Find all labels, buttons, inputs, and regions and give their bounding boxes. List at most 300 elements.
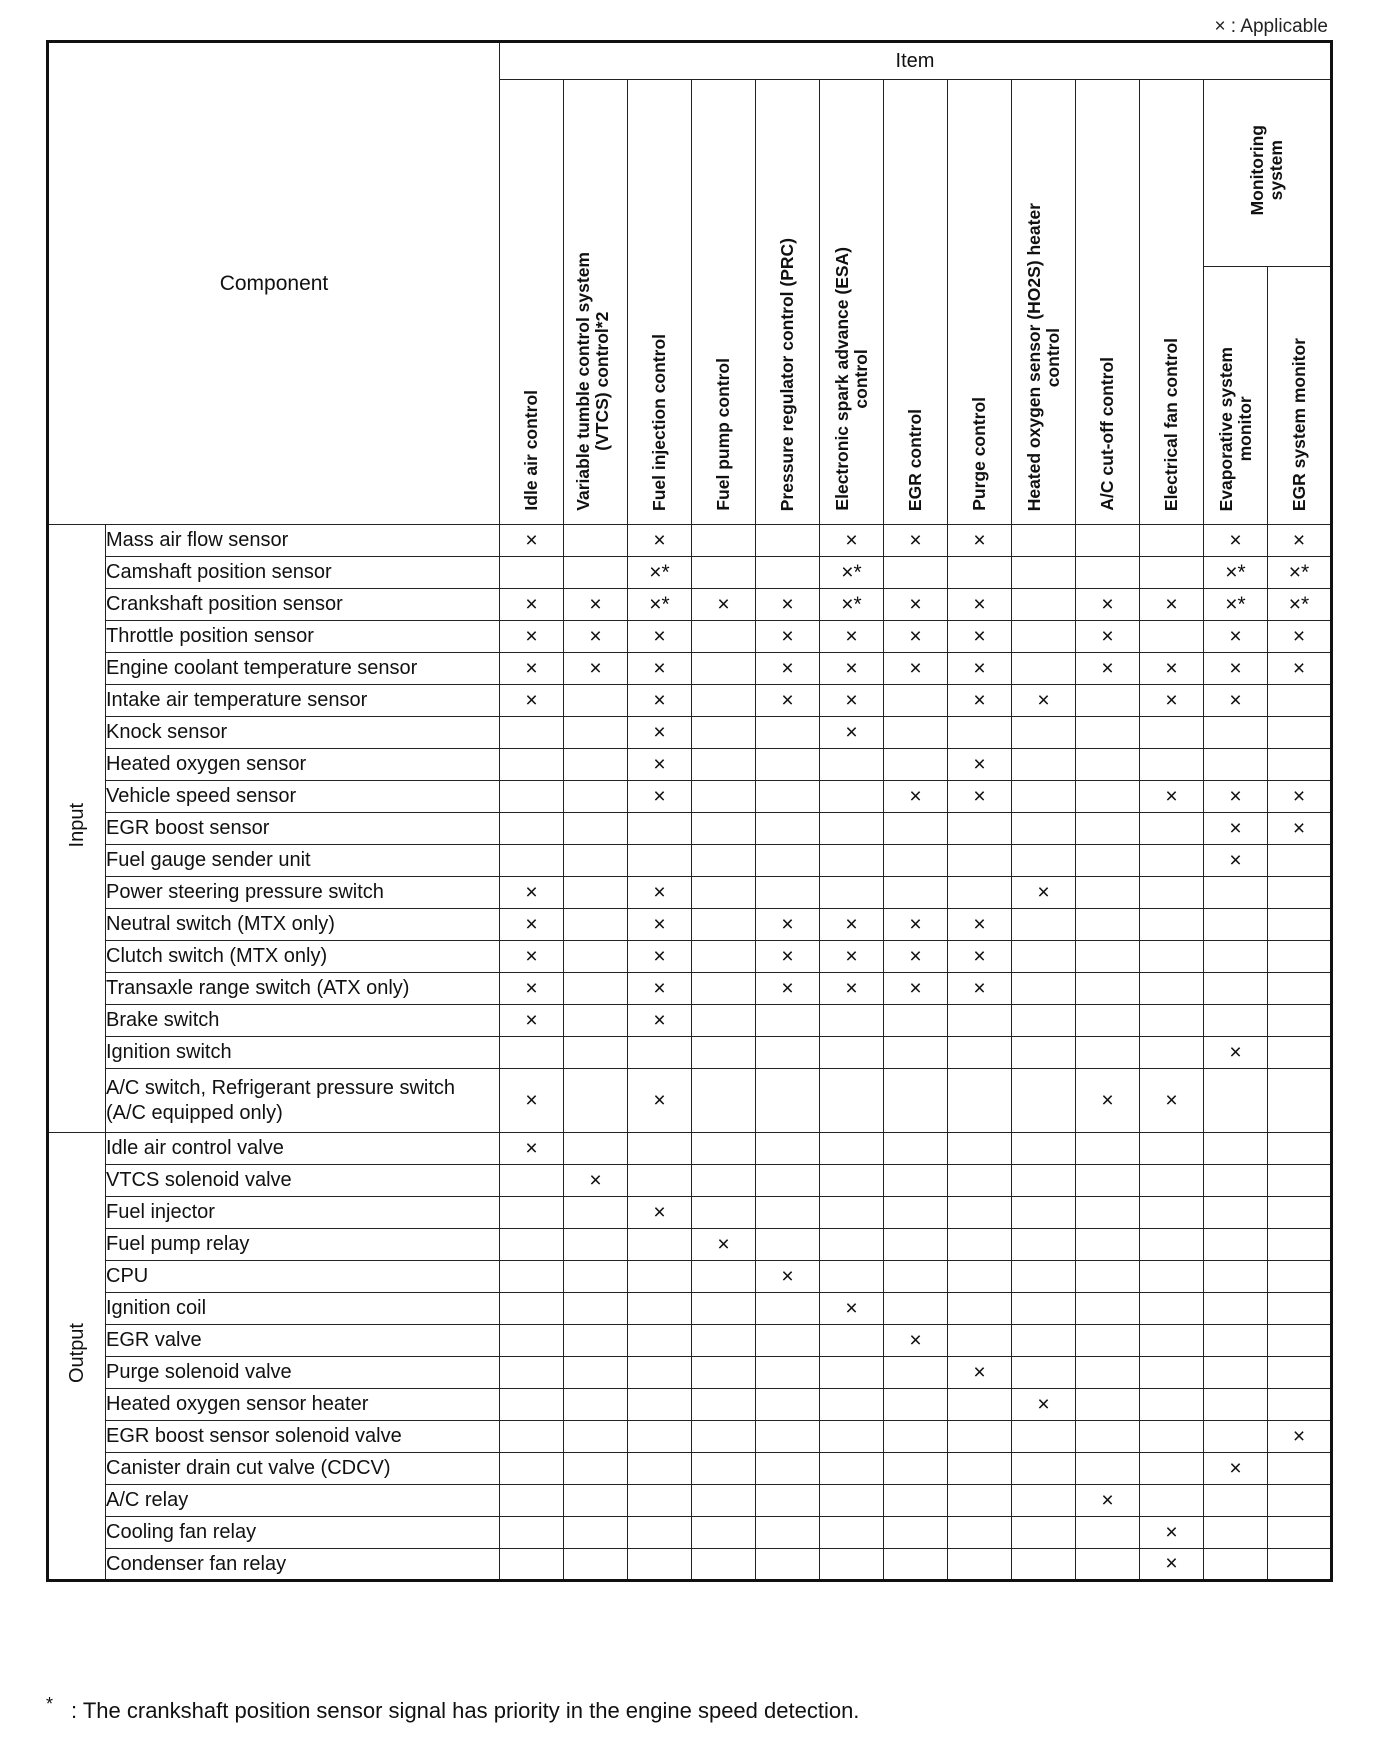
applicable-mark: [628, 1421, 692, 1453]
applicable-mark: [820, 1165, 884, 1197]
applicable-mark: [1076, 781, 1140, 813]
applicable-mark: [820, 781, 884, 813]
applicable-mark: [1204, 1133, 1268, 1165]
applicable-mark: [564, 1005, 628, 1037]
applicable-mark: [692, 621, 756, 653]
applicable-mark: [884, 1421, 948, 1453]
applicable-mark: [500, 1293, 564, 1325]
applicable-mark: [756, 1197, 820, 1229]
applicable-mark: [820, 813, 884, 845]
applicable-mark: [884, 1293, 948, 1325]
applicable-mark: [692, 973, 756, 1005]
applicable-mark: [1012, 1197, 1076, 1229]
matrix-table: [46, 40, 1333, 1582]
applicable-mark: ×: [1076, 1485, 1140, 1517]
applicable-mark: [692, 909, 756, 941]
component-label: Camshaft position sensor: [106, 557, 500, 589]
applicable-mark: [1204, 1549, 1268, 1581]
applicable-mark: [500, 781, 564, 813]
applicable-mark: ×: [1204, 1453, 1268, 1485]
component-label: Fuel pump relay: [106, 1229, 500, 1261]
applicable-mark: [628, 1517, 692, 1549]
table-row: [48, 941, 1332, 973]
applicable-mark: ×: [628, 525, 692, 557]
applicable-mark: [628, 1261, 692, 1293]
applicable-mark: [1076, 717, 1140, 749]
applicable-mark: ×: [948, 525, 1012, 557]
applicable-mark: [1012, 1485, 1076, 1517]
applicable-mark: ×: [948, 749, 1012, 781]
applicable-mark: [756, 781, 820, 813]
applicable-mark: [1140, 1293, 1204, 1325]
table-row: [48, 1133, 1332, 1165]
applicable-mark: [1012, 909, 1076, 941]
applicable-mark: [500, 1357, 564, 1389]
applicable-mark: [756, 1069, 820, 1133]
applicable-mark: ×: [756, 653, 820, 685]
col-header-4: Pressure regulator control (PRC): [756, 80, 820, 525]
applicable-mark: [756, 1549, 820, 1581]
applicable-mark: [1204, 717, 1268, 749]
component-header: Component: [48, 42, 500, 525]
applicable-mark: ×: [948, 973, 1012, 1005]
applicable-mark: ×: [884, 525, 948, 557]
applicable-mark: [1268, 1293, 1332, 1325]
applicable-mark: [1012, 1229, 1076, 1261]
applicable-mark: [1012, 525, 1076, 557]
applicable-mark: [1140, 749, 1204, 781]
table-row: [48, 1229, 1332, 1261]
applicable-mark: [948, 877, 1012, 909]
applicable-mark: ×: [1204, 621, 1268, 653]
applicable-mark: [1140, 1389, 1204, 1421]
applicable-mark: [1140, 973, 1204, 1005]
applicable-mark: [1268, 1549, 1332, 1581]
applicable-mark: ×: [628, 781, 692, 813]
applicable-mark: [1268, 749, 1332, 781]
applicable-mark: [756, 525, 820, 557]
component-label: Fuel injector: [106, 1197, 500, 1229]
applicable-mark: [884, 1005, 948, 1037]
applicable-mark: [1268, 717, 1332, 749]
applicable-mark: [948, 1037, 1012, 1069]
component-label: EGR boost sensor: [106, 813, 500, 845]
applicable-mark: [564, 1229, 628, 1261]
applicable-mark: ×: [1140, 685, 1204, 717]
applicable-mark: [1268, 909, 1332, 941]
applicable-mark: [692, 1133, 756, 1165]
applicable-mark: [1140, 1133, 1204, 1165]
applicable-mark: [1012, 1325, 1076, 1357]
table-row: [48, 973, 1332, 1005]
applicable-mark: [628, 1325, 692, 1357]
col-header-6: EGR control: [884, 80, 948, 525]
applicable-mark: ×: [884, 909, 948, 941]
applicable-mark: ×: [756, 621, 820, 653]
col-header-10: Electrical fan control: [1140, 80, 1204, 525]
applicable-mark: [1076, 557, 1140, 589]
applicable-mark: ×: [628, 621, 692, 653]
applicable-mark: [1012, 973, 1076, 1005]
applicable-mark: [692, 749, 756, 781]
component-label: Crankshaft position sensor: [106, 589, 500, 621]
applicable-mark: ×: [1204, 685, 1268, 717]
applicable-mark: [1204, 1421, 1268, 1453]
component-label: Neutral switch (MTX only): [106, 909, 500, 941]
applicable-mark: [756, 717, 820, 749]
applicable-mark: [884, 1485, 948, 1517]
applicable-mark: ×: [820, 621, 884, 653]
applicable-mark: [756, 1165, 820, 1197]
applicable-mark: [1012, 813, 1076, 845]
applicable-mark: ×: [1268, 653, 1332, 685]
applicable-mark: [1268, 1133, 1332, 1165]
table-row: [48, 781, 1332, 813]
component-label: Ignition coil: [106, 1293, 500, 1325]
applicable-mark: [948, 717, 1012, 749]
applicable-mark: ×: [820, 973, 884, 1005]
applicable-mark: [1268, 1517, 1332, 1549]
applicable-mark: [948, 1005, 1012, 1037]
applicable-mark: ×*: [628, 589, 692, 621]
applicable-mark: ×: [628, 973, 692, 1005]
footnote-marker: *: [46, 1694, 54, 1714]
component-label: Cooling fan relay: [106, 1517, 500, 1549]
applicable-mark: ×: [1204, 813, 1268, 845]
applicable-mark: [884, 1197, 948, 1229]
component-label: Clutch switch (MTX only): [106, 941, 500, 973]
applicable-mark: ×: [820, 1293, 884, 1325]
matrix-body: [48, 525, 1332, 1581]
applicable-mark: [756, 1453, 820, 1485]
applicable-mark: [1012, 653, 1076, 685]
applicable-mark: ×: [756, 941, 820, 973]
applicable-mark: [692, 1485, 756, 1517]
table-row: [48, 589, 1332, 621]
applicable-mark: [564, 845, 628, 877]
applicable-mark: [1204, 1197, 1268, 1229]
applicable-mark: [1140, 525, 1204, 557]
applicable-mark: [1012, 1005, 1076, 1037]
applicable-mark: [692, 941, 756, 973]
applicable-mark: [1076, 845, 1140, 877]
table-row: [48, 1421, 1332, 1453]
applicable-mark: [564, 877, 628, 909]
applicable-mark: ×: [948, 589, 1012, 621]
applicable-mark: [564, 1357, 628, 1389]
applicable-mark: [1204, 1325, 1268, 1357]
table-row: [48, 1037, 1332, 1069]
table-row: [48, 909, 1332, 941]
applicable-mark: ×: [628, 685, 692, 717]
applicable-mark: [628, 1453, 692, 1485]
footnote: [46, 1694, 860, 1724]
applicable-mark: ×: [1076, 589, 1140, 621]
applicable-mark: ×: [1140, 1517, 1204, 1549]
applicable-mark: [1076, 1421, 1140, 1453]
applicable-mark: [1140, 1421, 1204, 1453]
applicable-mark: [500, 1261, 564, 1293]
applicable-mark: [692, 1197, 756, 1229]
applicable-mark: [1012, 845, 1076, 877]
applicable-mark: [884, 749, 948, 781]
applicable-mark: [1268, 1005, 1332, 1037]
applicable-mark: [1076, 941, 1140, 973]
applicable-mark: [564, 909, 628, 941]
applicable-mark: [756, 1389, 820, 1421]
table-row: [48, 813, 1332, 845]
table-row: [48, 1453, 1332, 1485]
table-row: [48, 1485, 1332, 1517]
applicable-mark: [1204, 1005, 1268, 1037]
component-label: Purge solenoid valve: [106, 1357, 500, 1389]
applicable-mark: [692, 653, 756, 685]
col-header-3: Fuel pump control: [692, 80, 756, 525]
applicable-mark: [756, 877, 820, 909]
applicable-mark: [948, 1293, 1012, 1325]
monitoring-system-header: Monitoring system: [1204, 80, 1332, 267]
component-label: Fuel gauge sender unit: [106, 845, 500, 877]
applicable-mark: [756, 1485, 820, 1517]
applicable-mark: [1140, 1037, 1204, 1069]
table-row: [48, 685, 1332, 717]
applicable-mark: ×: [948, 653, 1012, 685]
applicable-mark: [500, 813, 564, 845]
applicable-mark: [948, 1229, 1012, 1261]
applicable-mark: ×: [628, 1069, 692, 1133]
component-label: Idle air control valve: [106, 1133, 500, 1165]
applicable-mark: [1268, 1485, 1332, 1517]
applicable-mark: [1012, 621, 1076, 653]
applicable-mark: [692, 1517, 756, 1549]
component-label: VTCS solenoid valve: [106, 1165, 500, 1197]
applicable-mark: [1076, 1517, 1140, 1549]
table-row: [48, 845, 1332, 877]
applicable-mark: [884, 1165, 948, 1197]
applicable-mark: [948, 1069, 1012, 1133]
applicable-mark: ×: [500, 941, 564, 973]
applicable-mark: [692, 1325, 756, 1357]
applicable-mark: [692, 1293, 756, 1325]
applicable-mark: [1140, 877, 1204, 909]
table-row: [48, 1069, 1332, 1133]
applicable-mark: [1012, 1517, 1076, 1549]
applicable-mark: [500, 1485, 564, 1517]
applicable-mark: ×: [500, 877, 564, 909]
col-header-5: Electronic spark advance (ESA) control: [820, 80, 884, 525]
applicable-mark: ×*: [1204, 557, 1268, 589]
component-label: Mass air flow sensor: [106, 525, 500, 557]
applicable-mark: ×: [692, 589, 756, 621]
applicable-mark: [564, 1517, 628, 1549]
table-row: [48, 525, 1332, 557]
applicable-mark: [500, 749, 564, 781]
applicable-mark: [1140, 557, 1204, 589]
applicable-mark: [1076, 1389, 1140, 1421]
applicable-mark: [820, 1261, 884, 1293]
applicable-mark: [756, 845, 820, 877]
applicable-mark: ×: [1012, 1389, 1076, 1421]
applicable-mark: [692, 1005, 756, 1037]
applicable-mark: [564, 685, 628, 717]
applicable-mark: [500, 1517, 564, 1549]
applicable-mark: [948, 1197, 1012, 1229]
applicable-mark: [628, 1037, 692, 1069]
component-label: Transaxle range switch (ATX only): [106, 973, 500, 1005]
applicable-mark: [820, 1037, 884, 1069]
applicable-mark: [756, 749, 820, 781]
applicable-mark: ×: [948, 941, 1012, 973]
applicable-mark: [1076, 1549, 1140, 1581]
applicable-mark: [884, 1453, 948, 1485]
col-header-12: EGR system monitor: [1268, 267, 1332, 525]
applicable-mark: [500, 1389, 564, 1421]
applicable-mark: [500, 1421, 564, 1453]
applicable-mark: ×: [500, 1133, 564, 1165]
applicable-mark: ×: [500, 653, 564, 685]
component-label: CPU: [106, 1261, 500, 1293]
applicable-mark: [1140, 941, 1204, 973]
applicable-mark: [756, 1517, 820, 1549]
applicable-mark: ×: [756, 1261, 820, 1293]
applicable-mark: ×: [948, 909, 1012, 941]
applicable-mark: [884, 1133, 948, 1165]
table-row: [48, 1517, 1332, 1549]
applicable-mark: ×: [500, 909, 564, 941]
table-row: [48, 653, 1332, 685]
applicable-mark: [1204, 941, 1268, 973]
component-label: Intake air temperature sensor: [106, 685, 500, 717]
table-row: [48, 1165, 1332, 1197]
applicable-mark: [1268, 1357, 1332, 1389]
applicable-mark: [756, 1421, 820, 1453]
applicable-mark: [1076, 1229, 1140, 1261]
applicable-mark: [756, 1229, 820, 1261]
applicable-mark: [1012, 589, 1076, 621]
component-label: Brake switch: [106, 1005, 500, 1037]
col-header-1: Variable tumble control system (VTCS) control*2: [564, 80, 628, 525]
applicable-mark: ×: [1076, 1069, 1140, 1133]
applicable-mark: ×: [884, 781, 948, 813]
component-label: Canister drain cut valve (CDCV): [106, 1453, 500, 1485]
applicable-mark: [884, 1037, 948, 1069]
applicable-mark: [1140, 1485, 1204, 1517]
applicable-mark: [884, 557, 948, 589]
applicable-mark: [756, 1133, 820, 1165]
applicable-mark: [500, 1197, 564, 1229]
col-header-7: Purge control: [948, 80, 1012, 525]
applicable-mark: ×: [1140, 653, 1204, 685]
applicable-mark: [948, 1549, 1012, 1581]
applicable-mark: [820, 1389, 884, 1421]
applicable-mark: [628, 1229, 692, 1261]
applicable-mark: ×: [820, 685, 884, 717]
applicable-mark: [1012, 1357, 1076, 1389]
applicable-mark: [884, 877, 948, 909]
table-row: [48, 621, 1332, 653]
applicable-mark: [1140, 1357, 1204, 1389]
applicable-mark: ×: [820, 941, 884, 973]
applicable-mark: [564, 557, 628, 589]
applicable-mark: [884, 1229, 948, 1261]
applicable-mark: [692, 1261, 756, 1293]
applicable-mark: [564, 1421, 628, 1453]
applicable-mark: ×: [884, 973, 948, 1005]
applicable-mark: ×: [1012, 685, 1076, 717]
applicable-mark: [1204, 1293, 1268, 1325]
applicable-mark: [1076, 1357, 1140, 1389]
component-label: Condenser fan relay: [106, 1549, 500, 1581]
table-row: [48, 557, 1332, 589]
applicable-mark: [564, 1389, 628, 1421]
component-label: Vehicle speed sensor: [106, 781, 500, 813]
applicable-mark: ×: [564, 589, 628, 621]
applicable-mark: [628, 1389, 692, 1421]
applicable-mark: ×: [500, 621, 564, 653]
applicable-mark: [1204, 1261, 1268, 1293]
col-header-2: Fuel injection control: [628, 80, 692, 525]
applicable-mark: [1204, 1357, 1268, 1389]
applicable-mark: ×: [1204, 525, 1268, 557]
applicable-mark: [1140, 909, 1204, 941]
applicable-mark: [692, 717, 756, 749]
applicable-mark: ×: [628, 717, 692, 749]
applicable-mark: [1204, 1485, 1268, 1517]
applicable-mark: [692, 1165, 756, 1197]
applicable-mark: [1012, 1133, 1076, 1165]
applicable-mark: [1076, 1197, 1140, 1229]
table-row: [48, 717, 1332, 749]
applicable-mark: [1012, 1165, 1076, 1197]
applicable-mark: [692, 845, 756, 877]
table-row: [48, 1549, 1332, 1581]
applicable-mark: ×: [1268, 621, 1332, 653]
applicable-mark: [692, 877, 756, 909]
applicable-mark: [1204, 909, 1268, 941]
applicable-mark: [948, 557, 1012, 589]
applicable-mark: [500, 717, 564, 749]
applicable-mark: [564, 1453, 628, 1485]
applicable-mark: [820, 1229, 884, 1261]
col-header-8: Heated oxygen sensor (HO2S) heater control: [1012, 80, 1076, 525]
component-label: Heated oxygen sensor: [106, 749, 500, 781]
output-group-label: Output: [48, 1133, 106, 1581]
applicable-mark: [1012, 1453, 1076, 1485]
applicable-mark: [1204, 1389, 1268, 1421]
applicable-mark: [1140, 621, 1204, 653]
applicable-mark: [692, 557, 756, 589]
applicable-mark: [820, 749, 884, 781]
applicable-mark: [820, 845, 884, 877]
applicable-mark: ×: [628, 1005, 692, 1037]
applicable-mark: [884, 1261, 948, 1293]
applicable-mark: [1012, 781, 1076, 813]
applicable-mark: [500, 1037, 564, 1069]
component-label: Throttle position sensor: [106, 621, 500, 653]
applicable-mark: ×: [628, 909, 692, 941]
applicable-mark: [1268, 845, 1332, 877]
applicable-mark: [820, 1517, 884, 1549]
applicable-mark: [500, 1229, 564, 1261]
applicable-mark: [1268, 1261, 1332, 1293]
table-row: [48, 1293, 1332, 1325]
table-row: [48, 1357, 1332, 1389]
applicable-mark: [948, 1133, 1012, 1165]
applicable-mark: [1076, 1453, 1140, 1485]
applicable-mark: [756, 1037, 820, 1069]
applicable-mark: [1076, 1261, 1140, 1293]
applicable-mark: ×: [948, 1357, 1012, 1389]
